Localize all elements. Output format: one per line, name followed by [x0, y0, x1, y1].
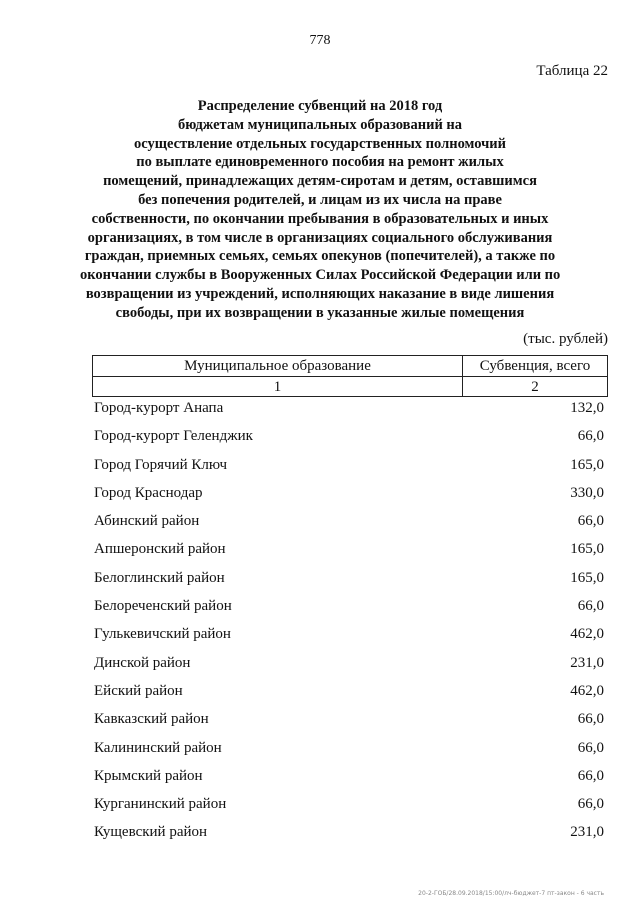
subvention-value: 66,0 — [577, 711, 604, 728]
municipality-name: Кущевский район — [94, 824, 208, 841]
subvention-value: 66,0 — [577, 796, 604, 813]
table-row — [94, 397, 606, 425]
municipality-name: Абинский район — [94, 513, 200, 530]
municipality-name: Курганинский район — [94, 796, 227, 813]
municipality-name: Апшеронский район — [94, 541, 226, 558]
title-line: без попечения родителей, и лицам из их числа на праве — [138, 191, 502, 208]
municipality-name: Белоглинский район — [94, 569, 225, 586]
subvention-value: 66,0 — [577, 767, 604, 784]
header-municipality: Муниципальное образование — [92, 356, 462, 376]
subvention-value: 462,0 — [570, 626, 604, 643]
title-line: помещений, принадлежащих детям-сиротам и детям, оставшимся — [103, 173, 537, 190]
subvention-value: 330,0 — [570, 484, 604, 501]
title-line: собственности, по окончании пребывания в образовательных и иных — [91, 210, 549, 227]
table-row — [94, 425, 606, 453]
table-row — [94, 680, 606, 708]
subvention-value: 132,0 — [570, 400, 604, 416]
subvention-value: 165,0 — [570, 456, 604, 473]
table-row — [94, 708, 606, 736]
page-number: 778 — [309, 33, 331, 48]
table-row — [94, 623, 606, 651]
municipality-name: Город-курорт Геленджик — [94, 428, 253, 445]
title-line: свободы, при их возвращении в указанные жилые помещения — [115, 304, 525, 321]
title-line: Распределение субвенций на 2018 год — [197, 98, 443, 114]
subvention-value: 66,0 — [577, 428, 604, 445]
municipality-name: Динской район — [94, 654, 191, 671]
subvention-value: 165,0 — [570, 541, 604, 558]
table-row — [94, 538, 606, 566]
table-row — [94, 765, 606, 793]
municipality-name: Кавказский район — [94, 711, 209, 728]
units-label: (тыс. рублей) — [523, 331, 608, 347]
subvention-value: 165,0 — [570, 569, 604, 586]
table-row — [94, 510, 606, 538]
table-row — [94, 567, 606, 595]
header-row — [92, 356, 608, 377]
table-label: Таблица 22 — [536, 63, 608, 79]
municipality-name: Город Горячий Ключ — [94, 456, 228, 473]
table-row — [94, 652, 606, 680]
column-number-1: 1 — [92, 377, 462, 396]
municipality-name: Город Краснодар — [94, 484, 203, 501]
table-body — [94, 397, 606, 850]
municipality-name: Крымский район — [94, 767, 203, 784]
document-title — [80, 97, 560, 323]
footer-note: 20-2-ГОБ/28.09.2018/15:00/лч-бюджет-7 пт-закон - 6 часть — [418, 890, 604, 897]
title-line: по выплате единовременного пособия на ремонт жилых — [136, 154, 504, 171]
table-row — [94, 595, 606, 623]
subvention-value: 66,0 — [577, 513, 604, 530]
table-row — [94, 454, 606, 482]
column-number-2: 2 — [462, 377, 608, 396]
title-line: граждан, приемных семьях, семьях опекунов (попечителей), а также по — [84, 248, 556, 265]
municipality-name: Калининский район — [94, 739, 222, 756]
title-line: возвращении из учреждений, исполняющих наказание в виде лишения — [85, 285, 555, 302]
subvention-value: 231,0 — [570, 824, 604, 841]
table-row — [94, 793, 606, 821]
table-header — [92, 355, 608, 397]
table-row — [94, 737, 606, 765]
header-subvention: Субвенция, всего — [462, 356, 608, 376]
column-number-row — [92, 377, 608, 396]
subvention-value: 462,0 — [570, 682, 604, 699]
municipality-name: Город-курорт Анапа — [94, 400, 224, 416]
table-row — [94, 482, 606, 510]
subvention-value: 231,0 — [570, 654, 604, 671]
table-row — [94, 821, 606, 849]
municipality-name: Ейский район — [94, 682, 183, 699]
subvention-value: 66,0 — [577, 739, 604, 756]
municipality-name: Гулькевичский район — [94, 626, 231, 643]
title-line: организациях, в том числе в организациях социального обслуживания — [87, 229, 553, 246]
title-line: окончании службы в Вооруженных Силах Российской Федерации или по — [80, 267, 561, 284]
municipality-name: Белореченский район — [94, 598, 232, 615]
title-line: бюджетам муниципальных образований на — [177, 116, 463, 133]
subvention-value: 66,0 — [577, 598, 604, 615]
title-line: осуществление отдельных государственных полномочий — [133, 135, 506, 152]
